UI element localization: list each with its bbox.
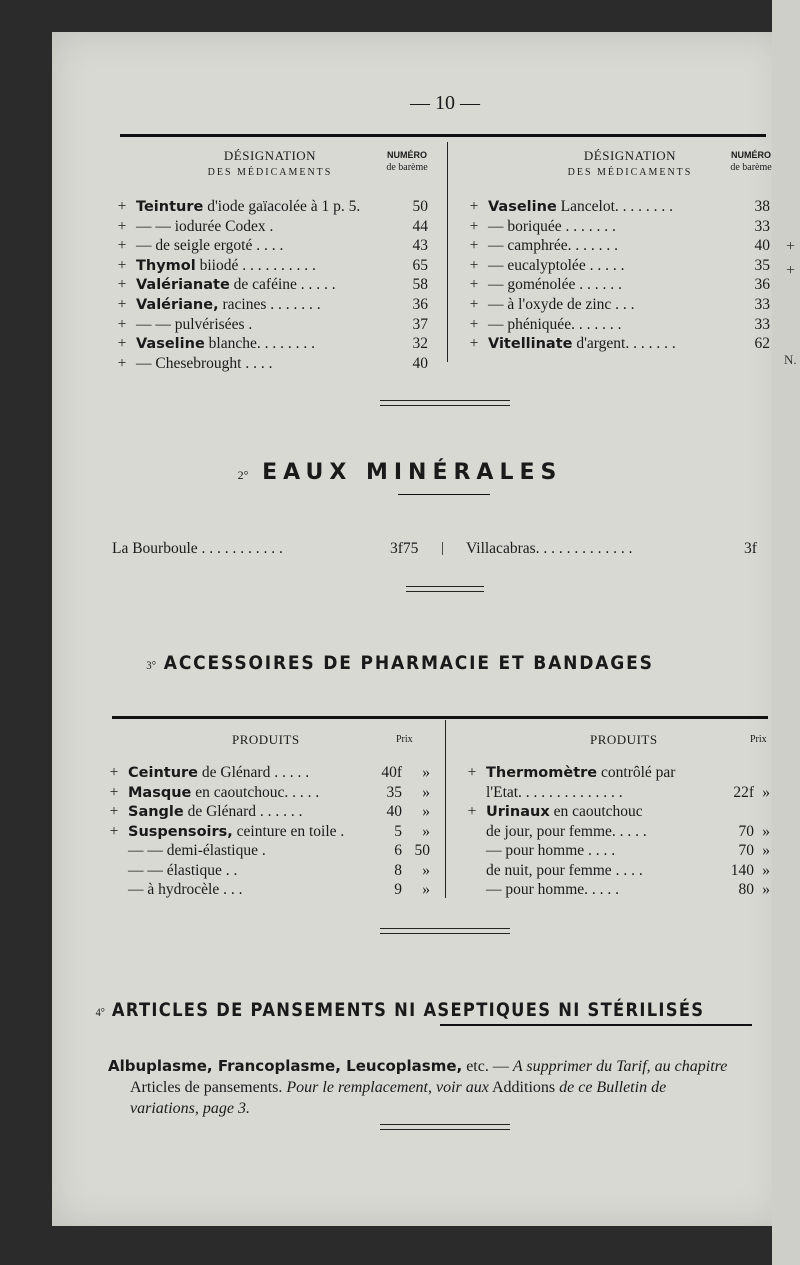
item-bold-name: Sangle <box>128 804 184 820</box>
item-designation <box>128 881 243 899</box>
item-value-fraction: » <box>422 783 430 801</box>
separator-rule <box>380 1124 510 1130</box>
item-designation <box>486 842 615 860</box>
plus-mark: + <box>117 335 127 353</box>
item-text: — — iodurée Codex . <box>136 217 274 235</box>
item-value: 40 <box>412 354 428 372</box>
item-bold-name: Vaseline <box>488 199 557 215</box>
item-bold-name: Thermomètre <box>486 765 598 781</box>
medicament-row <box>466 296 772 316</box>
item-text: — à hydrocèle . . . <box>128 881 243 898</box>
item-value: 22f <box>733 783 754 801</box>
item-bold-name: Teinture <box>136 199 204 215</box>
medicament-row <box>114 296 434 316</box>
accessory-row <box>464 842 772 862</box>
plus-mark: + <box>109 822 119 840</box>
column-divider <box>445 720 446 898</box>
item-designation <box>128 784 319 802</box>
item-value: 58 <box>412 276 428 294</box>
separator-rule <box>380 400 510 406</box>
item-designation <box>136 335 315 353</box>
side-mark: N. <box>784 352 797 367</box>
plus-mark: + <box>469 198 479 215</box>
section-ordinal: 3° <box>146 658 157 672</box>
item-bold-name: Ceinture <box>128 765 199 781</box>
mineral-water-row <box>466 540 776 560</box>
section-underline <box>398 494 490 495</box>
accessory-row <box>464 803 772 823</box>
item-bold-name: Suspensoirs, <box>128 823 233 840</box>
item-text: en caoutchouc <box>549 803 643 820</box>
plus-mark: + <box>117 354 127 372</box>
item-text: de nuit, pour femme . . . . <box>486 861 643 879</box>
item-designation <box>128 823 344 841</box>
item-value-fraction: » <box>762 842 770 859</box>
item-designation <box>136 237 283 255</box>
item-text: — phéniquée. . . . . . . <box>488 315 622 333</box>
medicament-row <box>114 218 434 238</box>
plus-mark: + <box>469 217 479 235</box>
item-value-fraction: » <box>422 764 430 781</box>
header-subtitle: DES MÉDICAMENTS <box>567 167 693 178</box>
header-title: DÉSIGNATION <box>583 148 677 163</box>
accessory-row <box>464 881 772 901</box>
top-rule <box>120 134 766 137</box>
medicament-row <box>114 316 434 336</box>
item-value: 36 <box>754 276 770 294</box>
item-designation <box>488 296 635 314</box>
item-text: — — élastique . . <box>128 861 238 879</box>
section-ordinal: 4° <box>95 1005 105 1019</box>
item-designation <box>128 764 309 782</box>
item-designation <box>486 881 619 899</box>
table-top-rule <box>112 716 768 719</box>
mineral-water-row <box>112 540 445 560</box>
plus-mark: + <box>469 315 479 333</box>
item-value: 70 <box>738 822 754 840</box>
item-designation <box>488 218 616 236</box>
item-designation <box>486 803 643 821</box>
item-value: 33 <box>754 296 770 313</box>
section-2-title <box>0 460 800 485</box>
item-text: — camphrée. . . . . . . <box>488 237 618 255</box>
item-bold-name: Thymol <box>136 257 196 274</box>
section-heading: ARTICLES DE PANSEMENTS NI ASEPTIQUES NI STÉRILISÉS <box>111 999 705 1021</box>
item-designation <box>136 355 272 373</box>
item-value: 33 <box>754 217 770 235</box>
item-value: 37 <box>412 315 428 333</box>
section-3-title <box>40 652 760 674</box>
right-designation-header <box>540 148 720 178</box>
item-value: 50 <box>412 198 428 215</box>
item-bold-name: Urinaux <box>486 804 550 820</box>
item-value: 40 <box>386 803 402 820</box>
plus-mark: + <box>117 198 127 215</box>
item-value: 33 <box>754 315 770 333</box>
item-designation <box>136 198 360 216</box>
number-label: NUMÉRO <box>731 150 771 160</box>
item-designation <box>128 803 303 821</box>
item-value: 80 <box>738 881 754 898</box>
item-text: — — pulvérisées . <box>136 315 253 333</box>
medicament-row <box>114 237 434 257</box>
medicament-row <box>466 218 772 238</box>
section-heading: ACCESSOIRES DE PHARMACIE ET BANDAGES <box>163 652 654 674</box>
barème-label: de barème <box>386 162 428 173</box>
item-value: 44 <box>412 217 428 235</box>
item-text: — pour homme . . . . <box>486 842 616 859</box>
bold-products: Albuplasme, Francoplasme, Leucoplasme, <box>108 1057 463 1075</box>
item-value: 32 <box>412 335 428 353</box>
medicament-row <box>114 355 434 375</box>
section-heading: EAUX MINÉRALES <box>262 460 563 485</box>
item-value-fraction: » <box>762 822 770 840</box>
item-value-fraction: » <box>422 822 430 840</box>
item-text: en caoutchouc. . . . . <box>191 783 320 801</box>
plus-mark: + <box>467 803 477 820</box>
column-separator: | <box>441 540 445 556</box>
plus-mark: + <box>109 803 119 820</box>
item-designation <box>136 316 252 334</box>
item-value: 40 <box>754 237 770 255</box>
item-bold-name: Masque <box>128 784 192 801</box>
number-label: NUMÉRO <box>387 150 427 160</box>
barème-label: de barème <box>730 162 772 173</box>
item-text: l'Etat. . . . . . . . . . . . . . <box>486 783 623 801</box>
item-value: 62 <box>754 335 770 353</box>
medicament-row <box>114 257 434 277</box>
accessory-row <box>464 823 772 843</box>
item-bold-name: Valérianate <box>136 277 230 294</box>
item-text: — de seigle ergoté . . . . <box>136 237 284 255</box>
para-italic: de ce Bulletin de <box>559 1079 667 1096</box>
para-text: etc. — <box>462 1058 513 1075</box>
item-designation <box>128 862 237 880</box>
item-value-fraction: » <box>762 783 770 801</box>
para-text: Articles de pansements. <box>130 1079 287 1096</box>
section-ordinal: 2° <box>237 468 249 482</box>
plus-mark: + <box>117 296 127 313</box>
item-designation <box>486 862 643 880</box>
item-value: 9 <box>394 881 402 898</box>
accessory-row <box>106 784 438 804</box>
item-value-fraction: » <box>422 803 430 820</box>
item-text: de Glénard . . . . . <box>198 764 310 781</box>
item-text: biiodé . . . . . . . . . . <box>195 256 316 274</box>
item-value-fraction: 50 <box>414 842 430 859</box>
medicament-row <box>466 257 772 277</box>
item-value: 8 <box>394 861 402 879</box>
right-number-header <box>728 149 774 174</box>
item-designation <box>488 257 624 275</box>
accessory-row <box>464 764 772 784</box>
header-title: DÉSIGNATION <box>223 148 317 163</box>
next-page-edge <box>772 0 800 1265</box>
item-value-fraction: » <box>422 861 430 879</box>
item-designation <box>488 335 676 353</box>
item-bold-name: Valériane, <box>136 297 219 313</box>
item-text: blanche. . . . . . . . <box>204 335 315 353</box>
products-header: PRODUITS <box>232 732 300 747</box>
separator-rule <box>406 586 484 592</box>
plus-mark: + <box>469 296 479 313</box>
item-designation <box>486 823 647 841</box>
item-text: Lancelot. . . . . . . . <box>556 198 674 215</box>
para-italic: Pour le remplacement, voir aux <box>286 1079 489 1096</box>
accessory-row <box>106 881 438 901</box>
item-text: — eucalyptolée . . . . . <box>488 256 625 274</box>
item-designation <box>488 276 622 294</box>
item-value: 43 <box>412 237 428 255</box>
item-name: La Bourboule . . . . . . . . . . . <box>112 540 283 557</box>
left-designation-header <box>180 148 360 178</box>
item-value: 65 <box>412 256 428 274</box>
item-value: 36 <box>412 296 428 313</box>
item-designation <box>488 237 618 255</box>
item-text: contrôlé par <box>597 764 676 781</box>
separator-rule <box>380 928 510 934</box>
item-designation <box>488 316 621 334</box>
price-header: Prix <box>396 734 413 745</box>
accessory-row <box>106 764 438 784</box>
accessory-row <box>106 862 438 882</box>
item-text: de Glénard . . . . . . <box>183 803 303 820</box>
accessory-row <box>106 803 438 823</box>
accessory-row <box>106 823 438 843</box>
item-value: 5 <box>394 822 402 840</box>
item-value-fraction: » <box>422 881 430 898</box>
item-text: — boriquée . . . . . . . <box>488 217 616 235</box>
plus-mark: + <box>469 276 479 294</box>
item-text: d'iode gaïacolée à 1 p. 5. <box>203 198 361 215</box>
item-name: Villacabras. . . . . . . . . . . . . <box>466 540 633 557</box>
plus-mark: + <box>117 217 127 235</box>
item-bold-name: Vaseline <box>136 336 205 353</box>
plus-mark: + <box>109 764 119 781</box>
header-subtitle: DES MÉDICAMENTS <box>207 167 333 178</box>
item-price: 3f75 <box>390 540 419 557</box>
plus-mark: + <box>117 276 127 294</box>
item-value: 40f <box>381 764 402 781</box>
section-underline <box>440 1024 752 1026</box>
side-mark: + <box>786 262 796 279</box>
para-italic: A supprimer du Tarif, au chapitre <box>512 1058 728 1075</box>
medicament-row <box>114 335 434 355</box>
medicament-row <box>466 198 772 218</box>
column-divider <box>447 142 448 362</box>
item-value: 140 <box>730 861 754 879</box>
item-text: — à l'oxyde de zinc . . . <box>488 296 635 313</box>
plus-mark: + <box>469 335 479 353</box>
item-designation <box>128 842 266 860</box>
medicament-row <box>114 276 434 296</box>
medicament-row <box>114 198 434 218</box>
side-mark: + <box>786 238 796 255</box>
item-value: 38 <box>754 198 770 215</box>
plus-mark: + <box>117 256 127 274</box>
item-value: 70 <box>738 842 754 859</box>
item-text: de jour, pour femme. . . . . <box>486 822 647 840</box>
medicament-row <box>466 237 772 257</box>
item-designation <box>486 784 623 802</box>
item-designation <box>136 276 336 294</box>
accessory-row <box>464 784 772 804</box>
accessory-row <box>464 862 772 882</box>
plus-mark: + <box>467 764 477 781</box>
item-value: 6 <box>394 842 402 859</box>
item-value: 35 <box>754 256 770 274</box>
item-designation <box>488 198 673 216</box>
item-designation <box>136 296 321 314</box>
item-text: — pour homme. . . . . <box>486 881 620 898</box>
item-value-fraction: » <box>762 861 770 879</box>
para-text: Additions <box>488 1079 560 1096</box>
item-designation <box>136 218 273 236</box>
para-italic: variations, page 3. <box>130 1100 250 1117</box>
item-text: de caféine . . . . . <box>229 276 336 294</box>
left-number-header <box>382 149 432 174</box>
item-designation <box>486 764 675 782</box>
medicament-row <box>466 316 772 336</box>
accessory-row <box>106 842 438 862</box>
price-header: Prix <box>750 734 767 745</box>
plus-mark: + <box>109 783 119 801</box>
section-4-title <box>56 999 744 1021</box>
item-text: — Chesebrought . . . . <box>136 354 273 372</box>
medicament-row <box>466 335 772 355</box>
plus-mark: + <box>117 237 127 255</box>
plus-mark: + <box>117 315 127 333</box>
plus-mark: + <box>469 237 479 255</box>
item-value-fraction: » <box>762 881 770 898</box>
item-text: — goménolée . . . . . . <box>488 276 622 294</box>
products-header: PRODUITS <box>590 732 658 747</box>
item-designation <box>136 257 316 275</box>
medicament-row <box>466 276 772 296</box>
item-price: 3f <box>744 540 757 557</box>
item-text: d'argent. . . . . . . <box>572 335 676 353</box>
item-bold-name: Vitellinate <box>488 336 573 353</box>
item-text: ceinture en toile . <box>232 822 345 840</box>
page-number: — 10 — <box>410 92 480 114</box>
section-4-paragraph <box>108 1056 774 1119</box>
item-text: racines . . . . . . . <box>218 296 321 313</box>
item-text: — — demi-élastique . <box>128 842 266 859</box>
plus-mark: + <box>469 256 479 274</box>
item-value: 35 <box>386 783 402 801</box>
